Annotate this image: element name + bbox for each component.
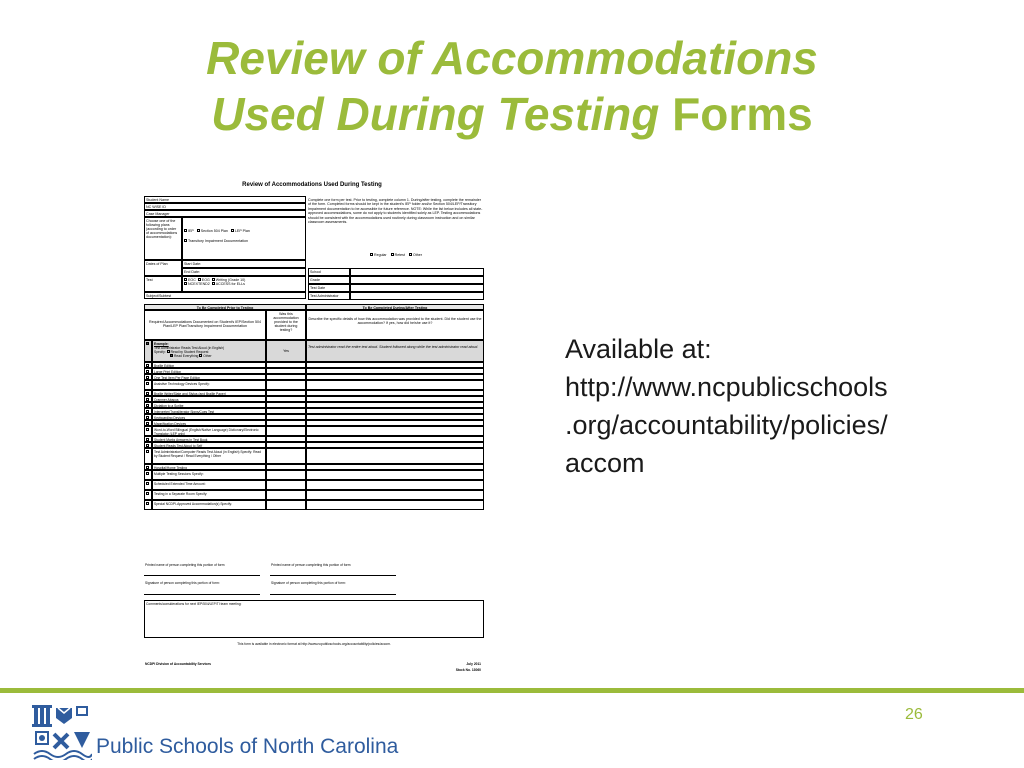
form-col1-header: Required Accommodations Documented on Student's IEP/Section 504 Plan/LEP Plan/Transitory Impairment Documentation [144,310,266,340]
accommodation-label: Braille Writer/Slate and Stylus (and Braille Paper) [152,390,266,396]
form-electronic-note: This form is available in electronic format at http://www.ncpublicschools.org/accountability/policies/accom. [237,641,391,646]
accommodation-label: Student Marks Answers in Test Book [152,436,266,442]
form-label-subject: Subject/Subtest [144,292,306,299]
form-start-date: Start Date: [182,260,306,268]
form-label-ncwise: NC WISE ID [144,203,306,210]
accommodation-label: Hospital/Home Testing [152,464,266,470]
accommodation-description-cell [306,448,484,464]
form-signature-1: Signature of person completing this portion of form: [145,580,220,585]
form-signature-2: Signature of person completing this portion of form: [271,580,346,585]
accommodation-label: Large Print Edition [152,368,266,374]
accommodation-label: Keyboarding Devices [152,414,266,420]
form-label-test-admin: Test Administrator [308,292,350,300]
form-school-value [350,268,484,276]
form-test-admin-value [350,292,484,300]
accommodation-label: Special NCDPI-Approved Accommodation(s) Specify: [152,500,266,510]
accommodation-label: Interpreter/Transliterator Signs/Cues Test [152,408,266,414]
accommodation-description-cell [306,490,484,500]
accommodation-label: Multiple Testing Sessions Specify: [152,470,266,480]
form-col2-header: Was this accommodation provided to the student during testing? [266,310,306,340]
slide-title-line-1: Review of Accommodations [206,32,818,84]
accommodation-provided-cell [266,470,306,480]
accommodation-provided-cell [266,380,306,390]
form-date: July 2011 [466,661,481,666]
form-label-case-manager: Case Manager [144,210,306,217]
form-stock: Stock No. 13060 [455,667,481,672]
accommodation-label: Scheduled Extended Time Amount: [152,480,266,490]
footer-org-name: Public Schools of North Carolina [96,735,399,758]
form-grade-value [350,276,484,284]
page-number: 26 [905,706,923,723]
form-label-grade: Grade [308,276,350,284]
form-instructions: Complete one form per test. Prior to testing, complete column 1. During/after testing, complete the remainder of the form. Completed forms should be kept in the student's IEP folder and/or Section 504/LEP/Transitory Impairment documentation to be accessible for future reference. NOTE: While the list below includes all state-approved accommodations, some do not apply to students identified solely as LEP. Testing accommodations should be consistent with the accommodations used routinely during classroom instruction and on similar classroom assessments. [308,198,483,225]
form-test-type-options: Regular Retest Other [308,252,484,261]
accommodation-label: Dictation to a Scribe [152,402,266,408]
accommodation-label: Magnification Devices [152,420,266,426]
accommodation-provided-cell [266,490,306,500]
form-col3-header: Describe the specific details of how this accommodation was provided to the student. Did the student use the accommodation? If yes, how did he/she use it? [306,310,484,340]
form-signature-line-2 [270,594,396,595]
accommodation-label: Assistive Technology Devices Specify: [152,380,266,390]
accommodation-checkbox [144,448,152,464]
footer-divider [0,688,1024,693]
nc-schools-logo-icon [32,704,92,760]
accommodation-label: One Test Item Per Page Edition [152,374,266,380]
accommodation-description-cell [306,500,484,510]
form-end-date: End Date: [182,268,306,276]
form-section-during: To Be Completed During/After Testing [306,304,484,310]
accommodation-label: Word-to-Word Bilingual (English/Native Language) Dictionary/Electronic Translator (LEP only) [152,426,266,436]
slide-title-line-2: Used During Testing Forms [211,88,813,140]
accommodation-description-cell [306,380,484,390]
form-comments-box: Comments/considerations for next IEP/504/LEP/TI team meeting: [144,600,484,638]
accommodation-checkbox [144,480,152,490]
form-plan-options: IEP Section 504 Plan LEP Plan Transitory Impairment Documentation [182,217,306,260]
form-example-row: Example: Test Administrator Reads Test Aloud (in English) Specify: Read by Student Request Read Everything Other [152,340,266,362]
accommodation-provided-cell [266,426,306,436]
availability-url-line-2[interactable]: .org/accountability/policies/ [565,410,888,440]
form-printed-name-1: Printed name of person completing this portion of form: [145,562,226,567]
availability-url-line-3[interactable]: accom [565,448,645,478]
form-test-options: EOC EOG Writing (Grade 10) NCEXTEND2 ACCESS for ELLs [182,276,306,292]
availability-note [565,330,888,482]
form-label-plans: Choose one of the following plans (according to order of accommodations documentation): [144,217,182,260]
form-printed-line-2 [270,575,396,576]
form-label-test-date: Test Date [308,284,350,292]
form-label-dates: Dates of Plan [144,260,182,276]
availability-url-line-1[interactable]: http://www.ncpublicschools [565,372,888,402]
form-image [140,180,484,678]
accommodation-label: Braille Edition [152,362,266,368]
accommodation-checkbox [144,380,152,390]
accommodation-checkbox [144,490,152,500]
form-division: NCDPI Division of Accountability Services [145,661,212,666]
accommodation-label: Cranmer Abacus [152,396,266,402]
accommodation-label: Testing in a Separate Room Specify: [152,490,266,500]
slide-title [0,30,1024,142]
form-printed-line-1 [144,575,260,576]
form-label-school: School [308,268,350,276]
accommodation-checkbox [144,426,152,436]
form-title: Review of Accommodations Used During Testing [242,182,382,188]
form-signature-line-1 [144,594,260,595]
form-section-prior: To Be Completed Prior to Testing [144,304,306,310]
accommodation-label: Student Reads Test Aloud to Self [152,442,266,448]
form-label-student-name: Student Name [144,196,306,203]
accommodation-checkbox [144,470,152,480]
accommodation-checkbox [144,500,152,510]
form-printed-name-2: Printed name of person completing this portion of form: [271,562,352,567]
accommodation-provided-cell [266,448,306,464]
accommodation-description-cell [306,470,484,480]
form-example-description: Test administrator read the entire test aloud. Student followed along while the test administrator read aloud. [306,340,484,362]
accommodation-description-cell [306,426,484,436]
form-label-test: Test [144,276,182,292]
accommodation-provided-cell [266,500,306,510]
accommodation-label: Test Administrator/Computer Reads Test Aloud (in English) Specify: Read by Student Request / Read Everything / Other [152,448,266,464]
accommodation-provided-cell [266,480,306,490]
accommodation-description-cell [306,480,484,490]
form-test-date-value [350,284,484,292]
form-example-check [144,340,152,362]
availability-label: Available at: [565,334,712,364]
form-example-yes: Yes [266,340,306,362]
